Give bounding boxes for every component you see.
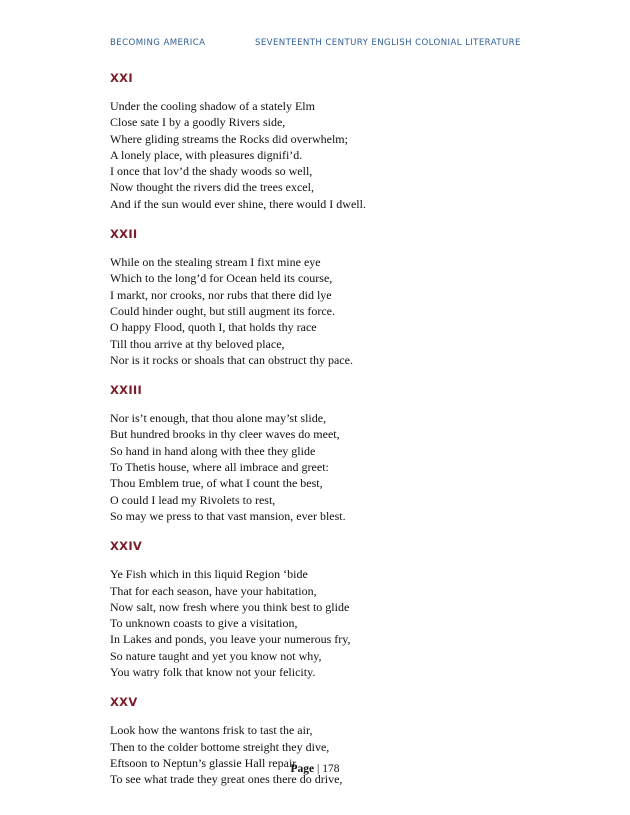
poem-line: Under the cooling shadow of a stately Elm xyxy=(110,99,315,113)
poem-line: I once that lov’d the shady woods so well, xyxy=(110,164,313,179)
poem-body xyxy=(110,70,550,802)
poem-line: I markt, nor crooks, nor rubs that there did lye xyxy=(110,287,332,302)
poem-line: Till thou arrive at thy beloved place, xyxy=(110,336,285,351)
stanza-number: XXIII xyxy=(110,383,143,398)
poem-line: A lonely place, with pleasures dignifi’d. xyxy=(110,147,303,162)
poem-line: So hand in hand along with thee they glide xyxy=(110,443,316,458)
poem-line: While on the stealing stream I fixt mine eye xyxy=(110,255,321,270)
stanza-number: XXV xyxy=(110,695,138,710)
poem-line: Now thought the rivers did the trees excel, xyxy=(110,180,314,195)
poem-line: That for each season, have your habitation, xyxy=(110,583,317,598)
poem-line: You watry folk that know not your felicity. xyxy=(110,665,316,680)
poem-line: Close sate I by a goodly Rivers side, xyxy=(110,115,286,130)
poem-line: To see what trade they great ones there do drive, xyxy=(110,772,343,787)
header-book-title: BECOMING AMERICA xyxy=(110,38,206,48)
page-number: 178 xyxy=(322,763,340,775)
poem-line: Eftsoon to Neptun’s glassie Hall repair xyxy=(110,755,297,770)
poem-line: But hundred brooks in thy cleer waves do meet, xyxy=(110,427,340,442)
stanza xyxy=(110,382,550,524)
poem-line: So may we press to that vast mansion, ever blest. xyxy=(110,508,346,523)
poem-line: Where gliding streams the Rocks did overwhelm; xyxy=(110,131,348,146)
header-section-title: SEVENTEENTH CENTURY ENGLISH COLONIAL LITERATURE xyxy=(255,38,521,48)
poem-line: To Thetis house, where all imbrace and greet: xyxy=(110,460,329,475)
poem-line: So nature taught and yet you know not why, xyxy=(110,648,322,663)
poem-line: Nor is it rocks or shoals that can obstruct thy pace. xyxy=(110,352,353,367)
stanza xyxy=(110,226,550,368)
poem-line: Which to the long’d for Ocean held its course, xyxy=(110,271,333,286)
poem-line: O happy Flood, quoth I, that holds thy race xyxy=(110,320,317,335)
poem-line: And if the sun would ever shine, there would I dwell. xyxy=(110,196,366,211)
stanza xyxy=(110,70,550,212)
page-separator: | xyxy=(314,763,323,775)
poem-line: In Lakes and ponds, you leave your numerous fry, xyxy=(110,632,351,647)
poem-line: Could hinder ought, but still augment its force. xyxy=(110,303,335,318)
poem-line: Nor is’t enough, that thou alone may’st slide, xyxy=(110,411,327,426)
poem-line: To unknown coasts to give a visitation, xyxy=(110,616,298,631)
poem-line: Then to the colder bottome streight they dive, xyxy=(110,739,330,754)
page-footer xyxy=(0,763,630,775)
stanza-number: XXI xyxy=(110,71,133,85)
poem-line: Thou Emblem true, of what I count the best, xyxy=(110,476,323,491)
stanza xyxy=(110,538,550,680)
stanza-number: XXIV xyxy=(110,539,143,554)
page-label: Page xyxy=(290,763,315,775)
poem-line: Look how the wantons frisk to tast the air, xyxy=(110,723,313,738)
poem-line: O could I lead my Rivolets to rest, xyxy=(110,492,276,507)
stanza-number: XXII xyxy=(110,227,138,242)
poem-line: Ye Fish which in this liquid Region ‘bide xyxy=(110,567,308,582)
poem-line: Now salt, now fresh where you think best to glide xyxy=(110,599,350,614)
